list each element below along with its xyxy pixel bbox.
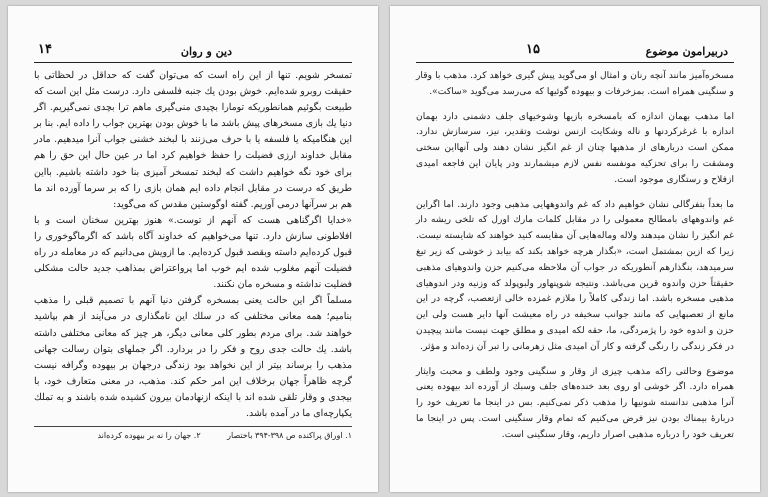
paragraph: موضوع وحالتی راکه مذهب چیزی از وقار و سنگینی وجود ولطف و محبت وایثار همراه دارد. اگر خوشی او روی بعد خنده‌های جلف وسبك از آورده اند بیهوده یعنی آنرا مذهبی ندانسته شونیها را مذهب ذکر نمی‌کنیم. بس در اینجا ما تعریف خود را دربارهٔ بیمناك بودن نیز فرض می‌کنیم که تمام وقار سنگینی است. پس در اینجا ما تعریف خود را درباره مذهبی اصرار داریم، وقار سنگینی است. <box>416 365 734 440</box>
paragraph: مسلماً اگر این حالت یعنی بمسخره گرفتن دنیا آنهم با تصمیم قبلی را مذهب بنامیم؛ همه معانی مختلفی که در سلك این نامگذاری در می‌آیند از هم بپاشید خواهند شد. برای مردم بطور کلی معانی دیگر، هر چیز که معانی مختلفی داشته باشد. یك حالت جدی روح و فکر را در بردارد. اگر جملهای بتوان رسالت جهانی مذهب را برساند بیتر از این نخواهد بود زندگی درجهان بر بیهوده وگرافه نیست گرچه ظاهراً جهان برخلاف این امر حکم کند. مذهب، در معنی متعارف خود، با بیجدی و وقار تلقی شده اند با اینکه ازنهادمان بیرون کشیده شده باشند و به تملك یکپارچه‌ای ما در آمده باشد. <box>34 295 352 419</box>
page-number: ۱۵ <box>526 42 540 57</box>
paragraph: اما مذهب بهمان اندازه که بامسخره بازیها وشوخیهای جلف دشمنی دارد بهمان اندازه با غرغرکردنها و ناله وشکایت ازنس نوشت وتقدیر، نیز، سرسازش ندارد. ممکن است دربارهای از مذهبها چنان از غم انگیز نشان دهند ولی آنهااین سختی ومشقت را برای تحزکیه مونفسه نفس لازم میشمارند ودر پایان این فاجعه امیدی ازفلاح و رستگاری موجود است. <box>416 110 734 185</box>
right-page-header <box>416 44 734 63</box>
footnote: ۲. جهان را نه بر بیهوده کرده‌اند <box>97 431 201 440</box>
paragraph: ما بعداً بتفرگالی نشان خواهیم داد که غم واندوههایی مذهبی وجود دارند. اما اگراین غم واندوههای بامطالح معمولی را در مقابل کلمات مارك اورل که تلخی ریشه دار غم انگیز را نشان میدهند ولاله وماله‌هایی آن مقایسه کنید خواهند که شایسته نیست. زیرا که ازین بمشتمل است، «بگذار هرچه خواهد بکند که بیابد ز خوشی که زیر تیغ سرمیدهد، بنگذارهم آنطوریکه در جواب آن ملاحظه می‌کنیم حزن واندوهیای مذهبی حقیقتاً حزن واندوه قرین می‌باشد. ونتیجه شوپنهاور ولبوپولد که وزنیه ودر اندوهیای مذهبی مسخره باشد. اما زندگی کاملاً را ملازم غمزده خالی ازتعصب، گرچه در این مانع از تعصبهایی که مانند جوانب سخیفه در راه معیشت آنها دایر هست ولی این حزن و اندوه خود را پژمردگی، ما، حقه لکه امیدی و مطلق جهت نیست مانند پیچیدن در فکر زندگی را رنگی گرفته و کار آن امیدی مثل زهرمانی را تبر آن زده‌اند و مؤثر. <box>416 198 734 352</box>
footnotes <box>34 430 352 442</box>
running-title: دین و روان <box>180 45 232 58</box>
left-page-body <box>34 68 352 422</box>
page-number: ۱۴ <box>38 42 52 57</box>
paragraph: مسخره‌آمیز مانند آنچه رنان و امثال او می‌گوید پیش گیری خواهد کرد. مذهب با وقار و سنگینی همراه است. بمزخرفات و بیهوده گوئیها که می‌رسد می‌گوید «ساکت». <box>416 70 734 97</box>
footnote: ۱. اوراق پراکنده ص ۳۹۸-۳۹۴ باختصار <box>227 431 352 440</box>
paragraph: تمسخر شویم. تنها از این راه است که می‌توان گفت که حداقل در لحظاتی با حقیقت روبرو شده‌ایم. خوش بودن یك جنبه فلسفی دارد. درست مثل این است که طبیعت بگوئیم همانطوریکه تومارا بچیدی منی‌گیری ماهم ترا بچدی نمی‌گیریم. اگر دنیا یك بازی مسخرهای پیش باشد ما با خوش بودن بهترین جواب را داده ایم. بنا بر این هنگامیکه یا فلسفه یا با حرف می‌زنند با لبخند خشنی جواب آنرا میدهیم. مادر مقابل خداوند ارزی فضیلت را حفظ خواهیم کرد اما در عین حال این حق را هم برای خود نگه خواهیم داشت که لبخند تمسخر آمیزی بنا خود داشته باشیم. بااین طریق که درست در مقابل انجام داده ایم همان بازی را که بر سرما آورده اند ما هم بر سرآنها درمی آوریم. گفته اوگوستین مقدس که می‌گوید: <box>34 70 352 210</box>
right-page <box>390 6 760 492</box>
running-title: دربیرامون موضوع <box>645 45 728 58</box>
right-page-body <box>416 68 734 443</box>
left-page-header <box>34 44 352 63</box>
paragraph: «خدایا اگرگناهی هست که آنهم از توست.» هنوز بهترین سخنان است و با افلاطونی سازش دارد. تنها می‌خواهیم که خداوند آگاه باشد که اگرماگوخوری را قبول کرده‌ایم داسته وبقصد قبول کرده‌ایم. ما ازویش می‌دانیم که در معامله در راه فضیلت آنهم مغلوب شده ایم خوب اما پرواعتراض بمذاهب جدید حالت مشکلی فضلیت نداشته و مسخره مان نکنند. <box>34 214 352 291</box>
left-page <box>8 6 378 492</box>
footnote-divider <box>34 426 352 427</box>
